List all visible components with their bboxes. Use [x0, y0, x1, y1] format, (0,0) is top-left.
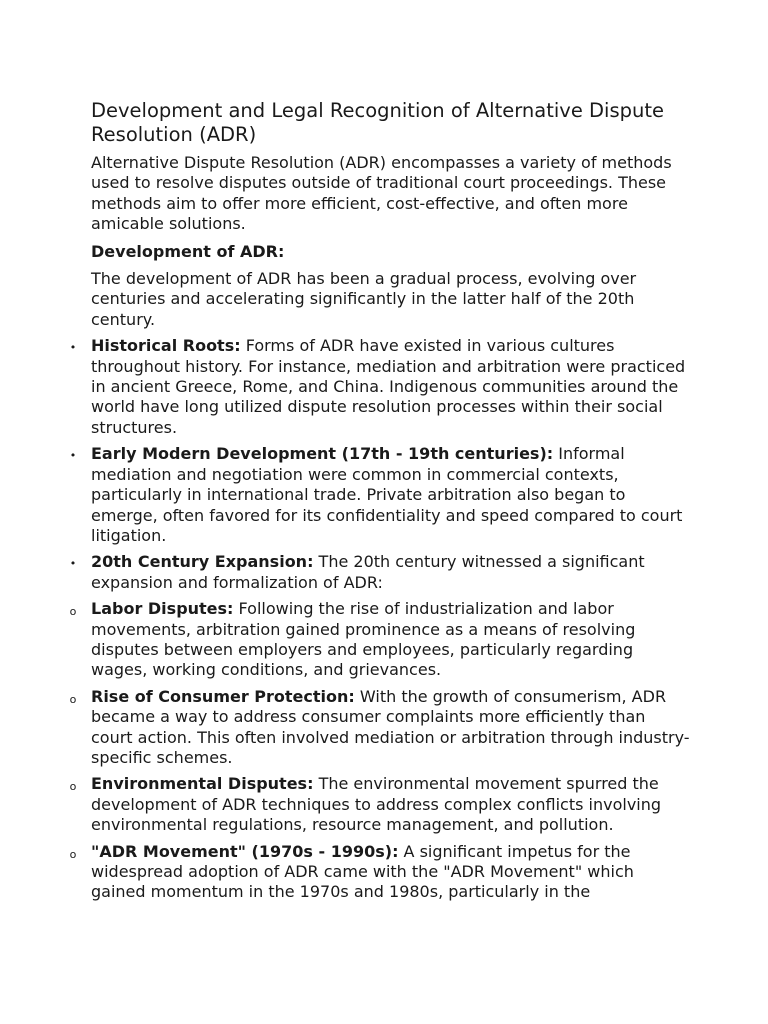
list-item-lead: Environmental Disputes:: [91, 774, 314, 794]
sub-list-item: [69, 599, 691, 681]
circle-bullet-icon: o: [69, 605, 77, 619]
list-item: [69, 552, 691, 593]
list-item-text: The 20th century witnessed a significant expansion and formalization of ADR:: [91, 552, 645, 592]
document-page: [69, 99, 691, 909]
circle-bullet-icon: o: [69, 847, 77, 861]
list-item-lead: 20th Century Expansion:: [91, 552, 314, 572]
list-item-text: The environmental movement spurred the development of ADR techniques to address complex conflicts involving environmental regulations, resource management, and pollution.: [91, 774, 662, 835]
document-title: Development and Legal Recognition of Alternative Dispute Resolution (ADR): [91, 99, 664, 146]
sub-list-item: [69, 841, 691, 903]
list-item-lead: "ADR Movement" (1970s - 1990s):: [91, 841, 399, 861]
list-item-lead: Rise of Consumer Protection:: [91, 686, 355, 706]
intro-paragraph: Alternative Dispute Resolution (ADR) encompasses a variety of methods used to resolve disputes outside of traditional court proceedings. These methods aim to offer more efficient, cost-effective, and often more amicable solutions.: [91, 153, 672, 234]
bullet-list: [69, 336, 691, 903]
section-heading: Development of ADR:: [91, 241, 285, 261]
bullet-icon: •: [69, 449, 77, 463]
list-item-text: With the growth of consumerism, ADR became a way to address consumer complaints more efficiently than court action. This often involved mediation or arbitration through industry-specific schemes.: [91, 686, 690, 767]
list-item-text: Following the rise of industrialization and labor movements, arbitration gained prominence as a means of resolving disputes between employers and employees, particularly regarding wages, working conditions, and grievances.: [91, 599, 636, 680]
list-item-lead: Early Modern Development (17th - 19th centuries):: [91, 444, 554, 464]
list-item-text: Forms of ADR have existed in various cultures throughout history. For instance, mediation and arbitration were practiced in ancient Greece, Rome, and China. Indigenous communities around the world have long utilized dispute resolution processes within their social structures.: [91, 336, 686, 437]
sub-list-item: [69, 686, 691, 769]
list-item: [69, 336, 691, 438]
list-item-lead: Historical Roots:: [91, 336, 241, 356]
bullet-icon: •: [69, 341, 77, 355]
list-item: [69, 444, 691, 546]
section-paragraph: The development of ADR has been a gradual process, evolving over centuries and accelerating significantly in the latter half of the 20th century.: [91, 269, 637, 329]
list-item-text: Informal mediation and negotiation were common in commercial contexts, particularly in international trade. Private arbitration also began to emerge, often favored for its confidentiality and speed compared to court litigation.: [91, 444, 683, 545]
circle-bullet-icon: o: [69, 692, 77, 706]
list-item-lead: Labor Disputes:: [91, 599, 234, 619]
sub-list-item: [69, 774, 691, 835]
list-item-text: A significant impetus for the widespread adoption of ADR came with the "ADR Movement" which gained momentum in the 1970s and 1980s, particularly in the: [91, 841, 634, 902]
circle-bullet-icon: o: [69, 780, 77, 794]
bullet-icon: •: [69, 557, 77, 571]
